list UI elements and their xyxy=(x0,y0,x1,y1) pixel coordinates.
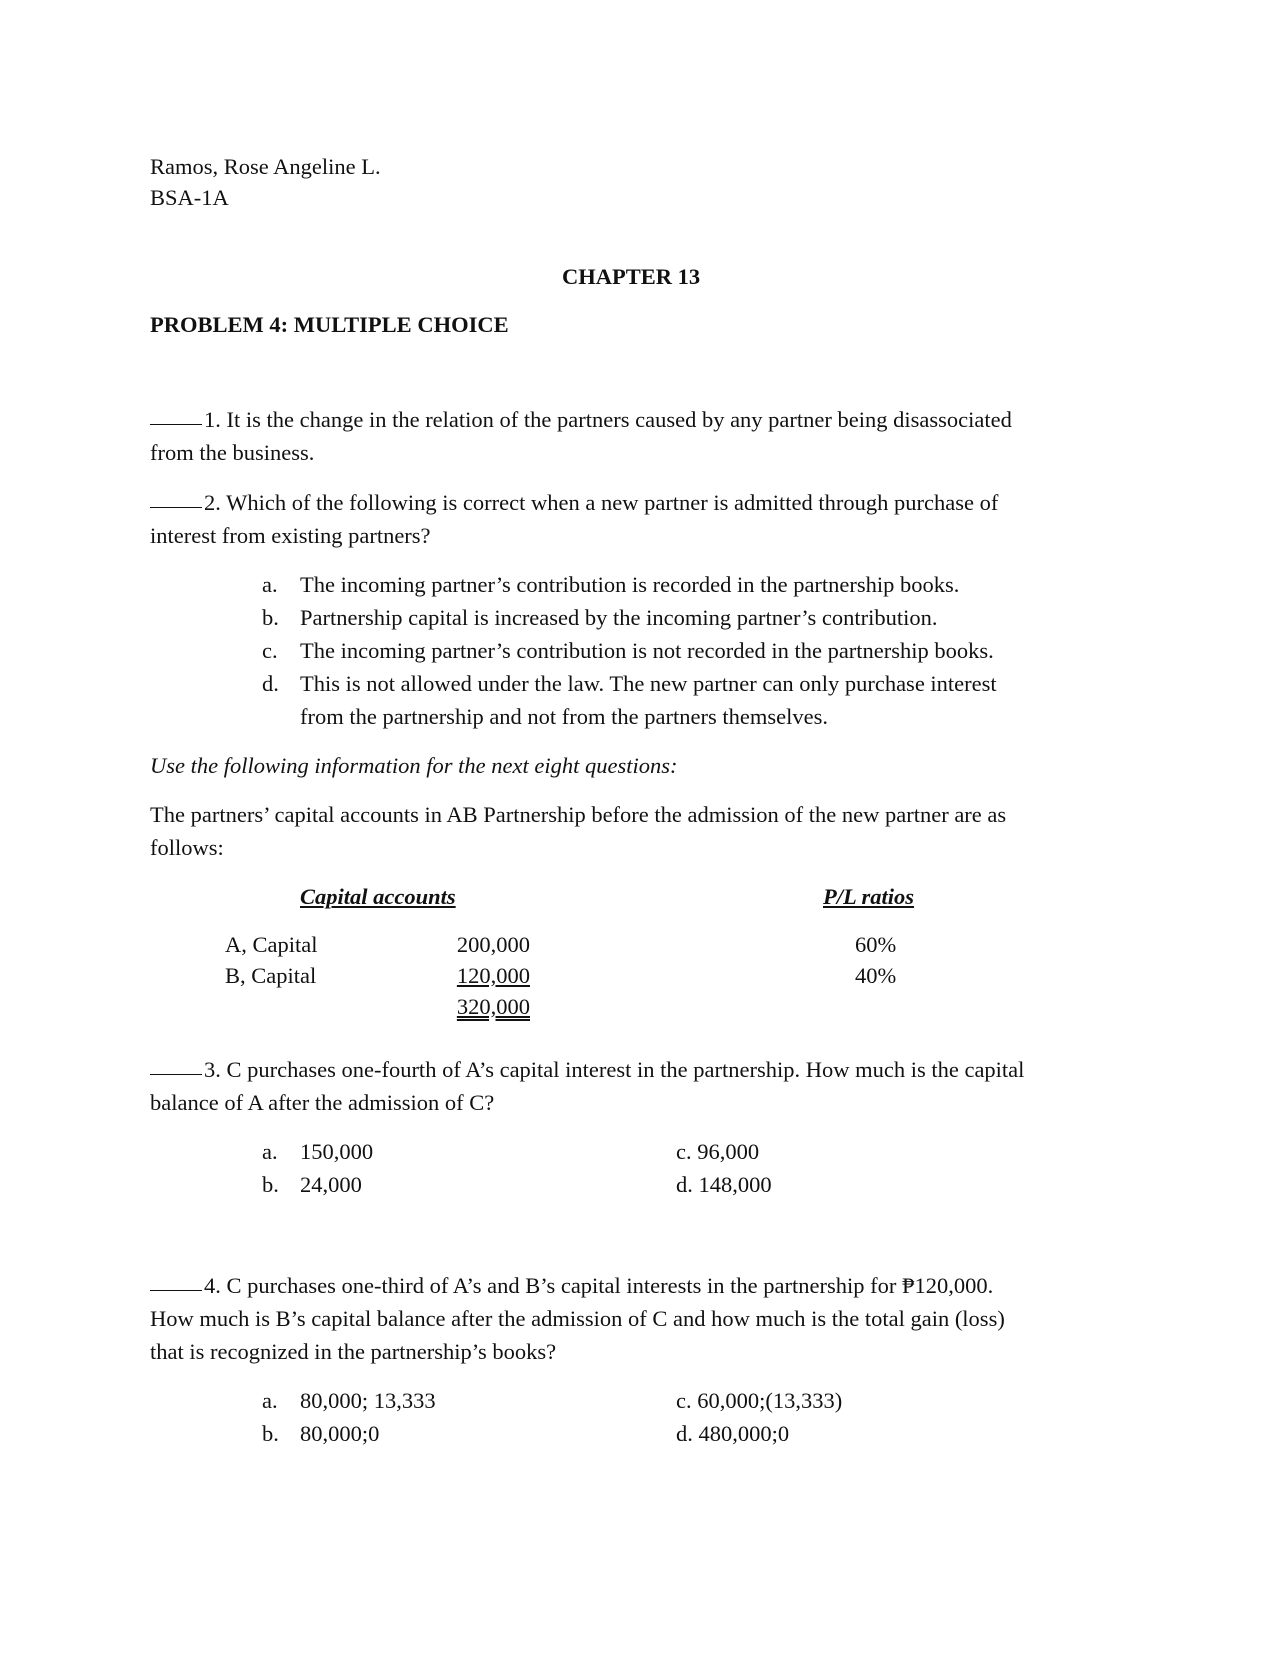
chapter-title: CHAPTER 13 xyxy=(562,264,701,289)
question-4-line1: 4. C purchases one-third of A’s and B’s capital interests in the partnership for ₱120,000. xyxy=(204,1273,994,1298)
q2-choice-a xyxy=(262,568,959,601)
choice-text: This is not allowed under the law. The new partner can only purchase interest xyxy=(300,671,997,696)
pl-ratios-header: P/L ratios xyxy=(823,884,915,909)
question-1-line2: from the business. xyxy=(150,440,315,465)
q2-choice-c xyxy=(262,634,994,667)
q2-choice-b xyxy=(262,601,938,634)
question-4-line2: How much is B’s capital balance after the admission of C and how much is the total gain (loss) xyxy=(150,1306,1005,1331)
answer-blank-4[interactable] xyxy=(150,1289,202,1291)
row-a-ratio: 60% xyxy=(855,932,897,957)
choice-letter: b. xyxy=(262,1421,279,1446)
info-instruction: Use the following information for the next eight questions: xyxy=(150,753,678,778)
choice-text: 24,000 xyxy=(300,1172,362,1197)
q4-choice-a xyxy=(262,1384,436,1417)
q3-choice-a xyxy=(262,1135,373,1168)
row-b-amount: 120,000 xyxy=(456,963,530,988)
q2-choice-d-continued: from the partnership and not from the partners themselves. xyxy=(300,704,828,729)
row-a-account: A, Capital xyxy=(225,932,318,957)
choice-text: 80,000; 13,333 xyxy=(300,1388,436,1413)
question-4-line3: that is recognized in the partnership’s books? xyxy=(150,1339,557,1364)
answer-blank-2[interactable] xyxy=(150,506,202,508)
info-line2: follows: xyxy=(150,835,224,860)
choice-letter: a. xyxy=(262,572,278,597)
question-3 xyxy=(150,1053,1024,1086)
row-a-amount: 200,000 xyxy=(456,932,530,957)
choice-text: 80,000;0 xyxy=(300,1421,380,1446)
answer-blank-3[interactable] xyxy=(150,1073,202,1075)
q2-choice-d xyxy=(262,667,997,700)
question-2-line1: 2. Which of the following is correct when a new partner is admitted through purchase of xyxy=(204,490,999,515)
choice-letter: a. xyxy=(262,1139,278,1164)
student-name: Ramos, Rose Angeline L. xyxy=(150,154,381,179)
choice-letter: a. xyxy=(262,1388,278,1413)
choice-letter: d. xyxy=(262,671,279,696)
student-section: BSA-1A xyxy=(150,185,229,210)
q4-choice-c: c. 60,000;(13,333) xyxy=(676,1388,843,1413)
choice-letter: c. xyxy=(262,638,278,663)
q3-choice-b xyxy=(262,1168,362,1201)
question-4 xyxy=(150,1269,993,1302)
q3-choice-d: d. 148,000 xyxy=(676,1172,772,1197)
question-1 xyxy=(150,403,1012,436)
question-1-line1: 1. It is the change in the relation of the partners caused by any partner being disassociated xyxy=(204,407,1012,432)
question-2-line2: interest from existing partners? xyxy=(150,523,431,548)
choice-letter: b. xyxy=(262,1172,279,1197)
capital-accounts-header: Capital accounts xyxy=(300,884,456,909)
q4-choice-b xyxy=(262,1417,379,1450)
choice-text: Partnership capital is increased by the incoming partner’s contribution. xyxy=(300,605,938,630)
choice-text: The incoming partner’s contribution is recorded in the partnership books. xyxy=(300,572,960,597)
answer-blank-1[interactable] xyxy=(150,423,202,425)
question-3-line2: balance of A after the admission of C? xyxy=(150,1090,495,1115)
question-2 xyxy=(150,486,998,519)
row-b-ratio: 40% xyxy=(855,963,897,988)
choice-letter: b. xyxy=(262,605,279,630)
q3-choice-c: c. 96,000 xyxy=(676,1139,760,1164)
choice-text: 150,000 xyxy=(300,1139,374,1164)
info-line1: The partners’ capital accounts in AB Partnership before the admission of the new partner are as xyxy=(150,802,1007,827)
row-b-account: B, Capital xyxy=(225,963,317,988)
question-3-line1: 3. C purchases one-fourth of A’s capital interest in the partnership. How much is the capital xyxy=(204,1057,1025,1082)
problem-title: PROBLEM 4: MULTIPLE CHOICE xyxy=(150,312,509,337)
choice-text: The incoming partner’s contribution is not recorded in the partnership books. xyxy=(300,638,994,663)
q4-choice-d: d. 480,000;0 xyxy=(676,1421,790,1446)
total-amount: 320,000 xyxy=(456,994,530,1019)
